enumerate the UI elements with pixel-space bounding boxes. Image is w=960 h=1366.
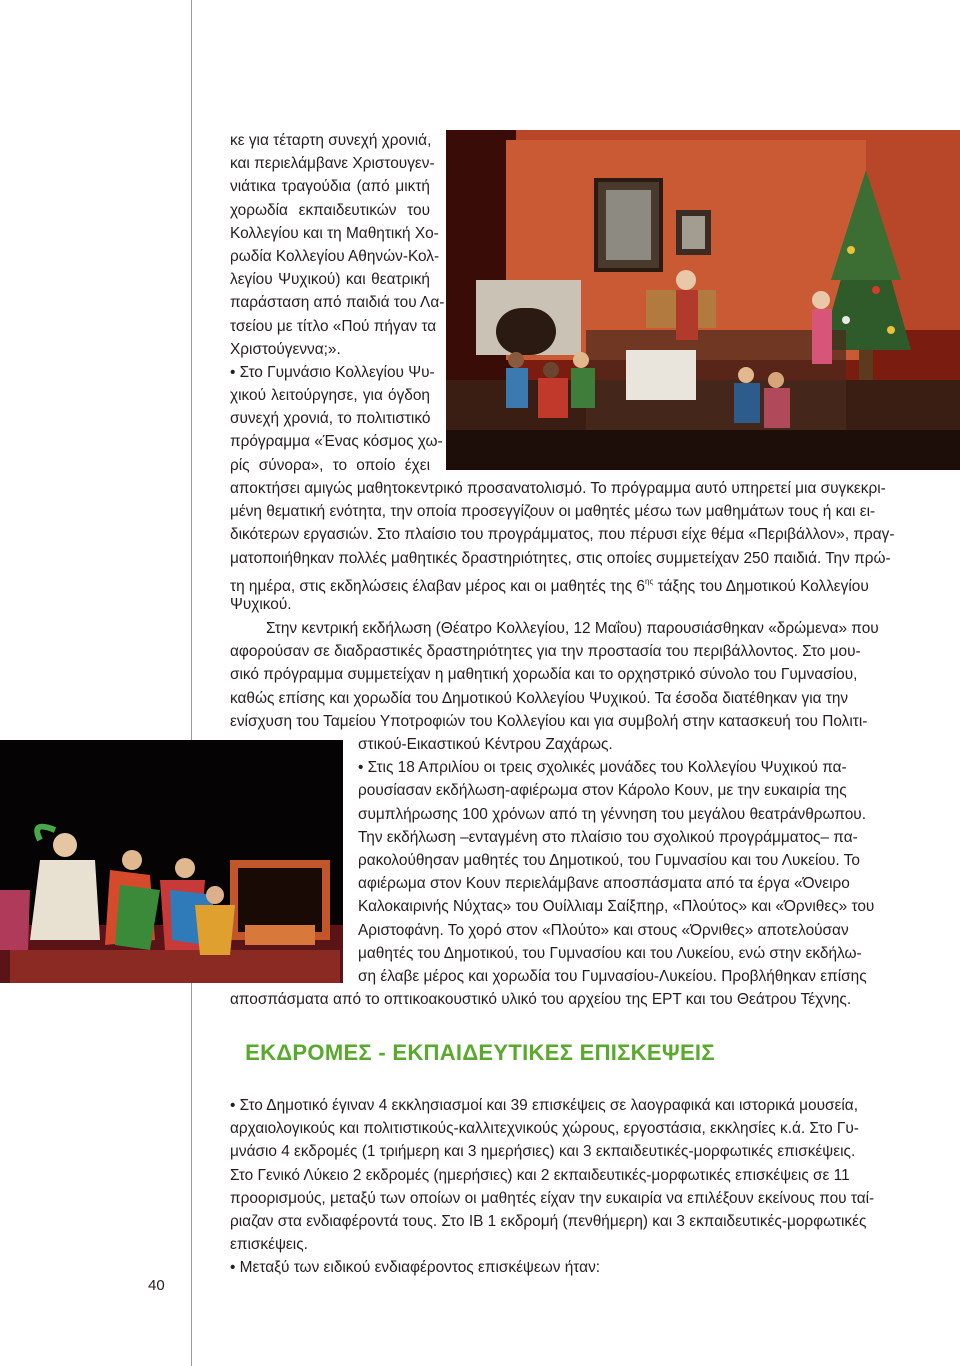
text-line: ματοποιήθηκαν πολλές μαθητικές δραστηριότητες, στις οποίες συμμετείχαν 250 παιδιά. Την πρώ- xyxy=(230,549,891,567)
text-line: • Στις 18 Απριλίου οι τρεις σχολικές μονάδες του Κολλεγίου Ψυχικού πα- xyxy=(358,759,847,777)
text-line: τσείου με τίτλο «Πού πήγαν τα xyxy=(230,317,437,335)
text-line: μένη θεματική ενότητα, την οποία προσεγγίζουν οι μαθητές μέσω των μαθημάτων τους ή και ει- xyxy=(230,503,876,521)
text-line: ση έλαβε μέρος και χορωδία του Γυμνασίου-Λυκείου. Προβλήθηκαν επίσης xyxy=(358,967,867,985)
text-line: Στην κεντρική εκδήλωση (Θέατρο Κολλεγίου, 12 Μαΐου) παρουσιάσθηκαν «δρώμενα» που xyxy=(266,620,879,637)
paragraph-trips xyxy=(230,1094,875,1280)
text-line: Κολλεγίου και τη Μαθητική Χο- xyxy=(230,224,439,242)
paragraph-christmas xyxy=(230,129,445,477)
text-line: πρόγραμμα «Ένας κόσμος χω- xyxy=(230,433,443,451)
text-line: μνάσιο 4 εκδρομές (1 τριήμερη και 3 ημερήσιες) και 3 εκπαιδευτικές-μορφωτικές επισκέψεις. xyxy=(230,1143,856,1161)
text-line: ριαζαν στα ενδιαφέροντά τους. Στο ΙΒ 1 εκδρομή (πενθήμερη) και 3 εκπαιδευτικές-μορφωτικές xyxy=(230,1212,867,1230)
text-line: Την εκδήλωση –ενταγμένη στο πλαίσιο του σχολικού προγράμματος– πα- xyxy=(358,828,858,846)
text-line: παράσταση από παιδιά του Λα- xyxy=(230,294,445,312)
paragraph-koun-tribute xyxy=(358,733,875,988)
text-line: ενίσχυση του Ταμείου Υποτροφιών του Κολλεγίου και για συμβολή στην κατασκευή του Πολιτι- xyxy=(230,712,868,730)
dance-performance-photo xyxy=(0,740,343,983)
text-line: νιάτικα τραγούδια (από μικτή xyxy=(230,178,430,196)
text-line: αφορούσαν σε διαδραστικές δραστηριότητες για την προστασία του περιβάλλοντος. Στο μου- xyxy=(230,643,861,661)
text-line: συμπλήρωσης 100 χρόνων από τη γέννηση του μεγάλου θεατράνθρωπου. xyxy=(358,805,866,823)
text-line: στικού-Εικαστικού Κέντρου Ζαχάρως. xyxy=(358,736,613,753)
text-line: Στο Γενικό Λύκειο 2 εκδρομές (ημερήσιες) και 2 εκπαιδευτικές-μορφωτικές επισκέψεις σε 11 xyxy=(230,1166,850,1184)
text-line: λεγίου Ψυχικού) και θεατρική xyxy=(230,271,430,289)
text-line: Χριστούγεννα;». xyxy=(230,340,341,358)
text-line: Καλοκαιρινής Νύχτας» του Ουίλλιαμ Σαίξπηρ, «Πλούτος» και «Όρνιθες» του xyxy=(358,898,875,916)
margin-rule xyxy=(191,0,192,1366)
text-line: ρωδία Κολλεγίου Αθηνών-Κολ- xyxy=(230,247,440,265)
text-line: Αριστοφάνη. Το χορό στον «Πλούτο» και στους «Όρνιθες» αποτελούσαν xyxy=(358,921,849,939)
text-line: αρχαιολογικούς και πολιτιστικούς-καλλιτεχνικούς χώρους, εργοστάσια, εκκλησίες κ.ά. Στο Γυ- xyxy=(230,1120,859,1138)
text-line-ert xyxy=(230,988,852,1011)
text-line: Ψυχικού. xyxy=(230,595,292,613)
text-line: αποκτήσει αμιγώς μαθητοκεντρικό προσανατολισμό. Το πρόγραμμα αυτό υπηρετεί μια συγκεκρι- xyxy=(230,480,886,497)
text-line: συνεχή χρονιά, το πολιτιστικό xyxy=(230,410,431,428)
text-line: ρίς σύνορα», το οποίο έχει xyxy=(230,456,430,474)
section-heading: ΕΚΔΡΟΜΕΣ - ΕΚΠΑΙΔΕΥΤΙΚΕΣ ΕΠΙΣΚΕΨΕΙΣ xyxy=(245,1040,715,1065)
paragraph-program xyxy=(230,477,895,616)
text-line: • Στο Δημοτικό έγιναν 4 εκκλησιασμοί και 39 επισκέψεις σε λαογραφικά και ιστορικά μουσεία, xyxy=(230,1097,858,1114)
text-line: σικό πρόγραμμα συμμετείχαν η μαθητική χορωδία και το ορχηστρικό σύνολο του Γυμνασίου, xyxy=(230,666,858,684)
page-number: 40 xyxy=(148,1277,165,1294)
text-line: καθώς επίσης και χορωδία του Δημοτικού Κολλεγίου Ψυχικού. Τα έσοδα διατέθηκαν για την xyxy=(230,689,849,707)
text-line: προορισμούς, μεταξύ των οποίων οι μαθητές είχαν την ευκαιρία να επιλέξουν εκείνους που ταί- xyxy=(230,1189,875,1207)
christmas-play-photo xyxy=(446,130,960,470)
text-line: και περιελάμβανε Χριστουγεν- xyxy=(230,155,435,173)
text-line: ρακολούθησαν μαθητές του Δημοτικού, του Γυμνασίου και του Λυκείου. Το xyxy=(358,851,860,869)
text-line: ρουσίασαν εκδήλωση-αφιέρωμα στον Κάρολο Κουν, με την ευκαιρία της xyxy=(358,782,847,800)
text-line: χικού λειτούργησε, για όγδοη xyxy=(230,387,430,405)
text-line: κε για τέταρτη συνεχή χρονιά, xyxy=(230,132,432,149)
text-line: • Μεταξύ των ειδικού ενδιαφέροντος επισκέψεων ήταν: xyxy=(230,1259,601,1277)
text-line: δικότερων εργασιών. Στο πλαίσιο του προγράμματος, που πέρυσι είχε θέμα «Περιβάλλον», πραγ- xyxy=(230,526,895,544)
text-line: χορωδία εκπαιδευτικών του xyxy=(230,201,430,219)
text-line: αφιέρωμα στον Κουν περιελάμβανε αποσπάσματα από τα έργα «Όνειρο xyxy=(358,875,850,893)
text-line: επισκέψεις. xyxy=(230,1236,308,1254)
text-line: • Στο Γυμνάσιο Κολλεγίου Ψυ- xyxy=(230,363,435,381)
text-line: μαθητές του Δημοτικού, του Γυμνασίου και του Λυκείου, ενώ στην εκδήλω- xyxy=(358,944,862,962)
paragraph-theatre-event xyxy=(230,617,879,733)
text-line: τη ημέρα, στις εκδηλώσεις έλαβαν μέρος και οι μαθητές της $6^{\eta\varsigma}$ τάξης του Δημοτικού Κολλεγίου xyxy=(230,576,869,595)
text-line: αποσπάσματα από το οπτικοακουστικό υλικό του αρχείου της ΕΡΤ και του Θεάτρου Τέχνης. xyxy=(230,991,852,1008)
